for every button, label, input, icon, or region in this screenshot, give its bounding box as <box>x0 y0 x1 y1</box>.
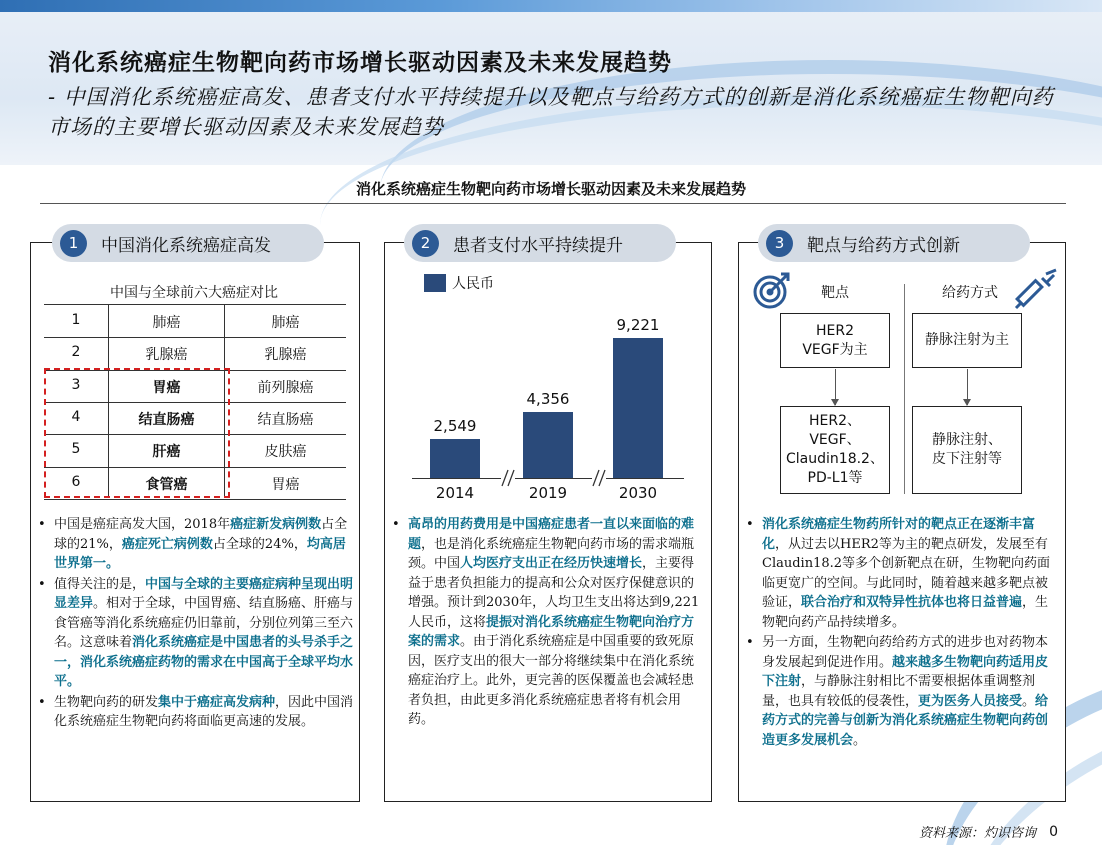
table-china-cancer: 食管癌 <box>145 476 188 493</box>
panel3-title: 靶点与给药方式创新 <box>807 235 960 256</box>
page-title: 消化系统癌症生物靶向药市场增长驱动因素及未来发展趋势 <box>48 50 672 76</box>
table-global-cancer: 乳腺癌 <box>264 347 307 364</box>
legend-swatch <box>424 274 446 292</box>
table-row-rule <box>44 337 346 338</box>
table-rank: 2 <box>71 344 81 361</box>
table-china-cancer: 肺癌 <box>152 315 181 331</box>
bar-2030 <box>613 338 663 478</box>
panel3-bullet-1: • 消化系统癌症生物药所针对的靶点正在逐渐丰富化，从过去以HER2等为主的靶点研发，发展至有Claudin18.2等多个创新靶点在研，生物靶向药面临更宽广的空间。与此同时，随着越来越多靶点被验证，联合治疗和双特异性抗体也将日益普遍，生物靶向药产品持续增多。 <box>746 515 1060 632</box>
page-subtitle: - 中国消化系统癌症高发、患者支付水平持续提升以及靶点与给药方式的创新是消化系统癌症生物靶向药市场的主要增长驱动因素及未来发展趋势 <box>48 85 1054 139</box>
target-icon <box>752 270 792 310</box>
table-row-rule <box>44 499 346 500</box>
bar-value-label: 2,549 <box>433 417 477 436</box>
delivery-before-box: 静脉注射为主 <box>912 313 1022 368</box>
table-china-cancer: 结直肠癌 <box>138 411 195 428</box>
table-china-cancer: 胃癌 <box>152 379 181 396</box>
header-strip <box>0 0 1102 12</box>
delivery-after-box: 静脉注射、 皮下注射等 <box>912 406 1022 494</box>
delivery-column-label: 给药方式 <box>942 285 998 301</box>
panel3-number-badge: 3 <box>766 230 793 257</box>
axis-break-mark <box>592 469 606 487</box>
delivery-arrow <box>967 369 968 405</box>
panel2-bullets <box>392 515 706 731</box>
bar-2014 <box>430 439 480 478</box>
table-china-cancer: 乳腺癌 <box>145 347 188 364</box>
table-rank: 6 <box>71 473 81 490</box>
x-tick-label: 2014 <box>435 484 475 502</box>
panel1-bullet-2: • 值得关注的是，中国与全球的主要癌症病种呈现出明显差异。相对于全球，中国胃癌、结直肠癌、肝癌与食管癌等消化系统癌症仍旧靠前，分别位列第三至六名。这意味着消化系统癌症是中国患者的头号杀手之一，消化系统癌症药物的需求在中国高于全球平均水平。 <box>38 575 354 692</box>
source-note: 资料来源：灼识咨询 <box>918 826 1036 841</box>
panel3-bullet-2: • 另一方面，生物靶向药给药方式的进步也对药物本身发展起到促进作用。越来越多生物靶向药适用皮下注射，与静脉注射相比不需要根据体重调整剂量，也具有较低的侵袭性，更为医务人员接受。给药方式的完善与创新为消化系统癌症生物靶向药创造更多发展机会。 <box>746 633 1060 750</box>
panel3-header <box>758 224 1030 262</box>
panel3-column-divider <box>904 284 905 494</box>
table-global-cancer: 胃癌 <box>271 476 300 493</box>
panel2-header <box>404 224 676 262</box>
syringe-icon <box>1012 268 1058 310</box>
x-tick-label: 2019 <box>528 484 568 502</box>
table-global-cancer: 前列腺癌 <box>257 379 314 396</box>
x-tick-label: 2030 <box>618 484 658 502</box>
target-after-box: HER2、 VEGF、 Claudin18.2、 PD-L1等 <box>780 406 890 494</box>
comparison-table-title: 中国与全球前六大癌症对比 <box>110 285 278 301</box>
panel1-bullets <box>38 515 354 733</box>
section-title: 消化系统癌症生物靶向药市场增长驱动因素及未来发展趋势 <box>355 180 746 198</box>
health-expenditure-bar-chart <box>400 300 700 510</box>
panel1-title: 中国消化系统癌症高发 <box>101 235 271 256</box>
table-top-rule <box>44 304 346 305</box>
table-rank: 4 <box>71 408 81 425</box>
target-arrow <box>835 369 836 405</box>
panel1-bullet-3: • 生物靶向药的研发集中于癌症高发病种，因此中国消化系统癌症生物靶向药将面临更高速的发展。 <box>38 693 354 732</box>
bar-2019 <box>523 412 573 478</box>
panel3-bullets <box>746 515 1060 751</box>
panel1-header <box>52 224 324 262</box>
bar-value-label: 4,356 <box>526 389 570 408</box>
legend-label: 人民币 <box>452 276 494 292</box>
panel2-number-badge: 2 <box>412 230 439 257</box>
table-china-cancer: 肝癌 <box>152 444 181 461</box>
table-rank: 5 <box>71 441 81 458</box>
panel1-bullet-1: • 中国是癌症高发大国，2018年癌症新发病例数占全球的21%，癌症死亡病例数占全球的24%，均高居世界第一。 <box>38 515 354 574</box>
panel2-bullet-1: • 高昂的用药费用是中国癌症患者一直以来面临的难题，也是消化系统癌症生物靶向药市场的需求端瓶颈。中国人均医疗支出正在经历快速增长，主要得益于患者负担能力的提高和公众对医疗保健意识的增强。预计到2030年，人均卫生支出将达到9,221人民币，这将提振对消化系统癌症生物靶向治疗方案的需求。由于消化系统癌症是中国重要的致死原因，医疗支出的很大一部分将继续集中在消化系统癌症治疗上。此外，更完善的医保覆盖也会减轻患者负担，由此更多消化系统癌症患者将有机会用药。 <box>392 515 706 730</box>
bar-value-label: 9,221 <box>616 315 660 334</box>
panel2-title: 患者支付水平持续提升 <box>453 235 623 256</box>
digestive-cancer-highlight-box <box>44 368 230 498</box>
x-axis <box>412 478 684 479</box>
axis-break-mark <box>501 469 515 487</box>
target-column-label: 靶点 <box>821 285 849 301</box>
table-global-cancer: 皮肤癌 <box>264 444 307 461</box>
page-number: 0 <box>1049 824 1058 840</box>
table-rank: 1 <box>71 312 81 328</box>
panel1-number-badge: 1 <box>60 230 87 257</box>
table-rank: 3 <box>71 376 81 393</box>
table-global-cancer: 肺癌 <box>271 315 300 331</box>
section-rule <box>40 203 1066 204</box>
target-before-box: HER2 VEGF为主 <box>780 313 890 368</box>
table-global-cancer: 结直肠癌 <box>257 411 314 428</box>
